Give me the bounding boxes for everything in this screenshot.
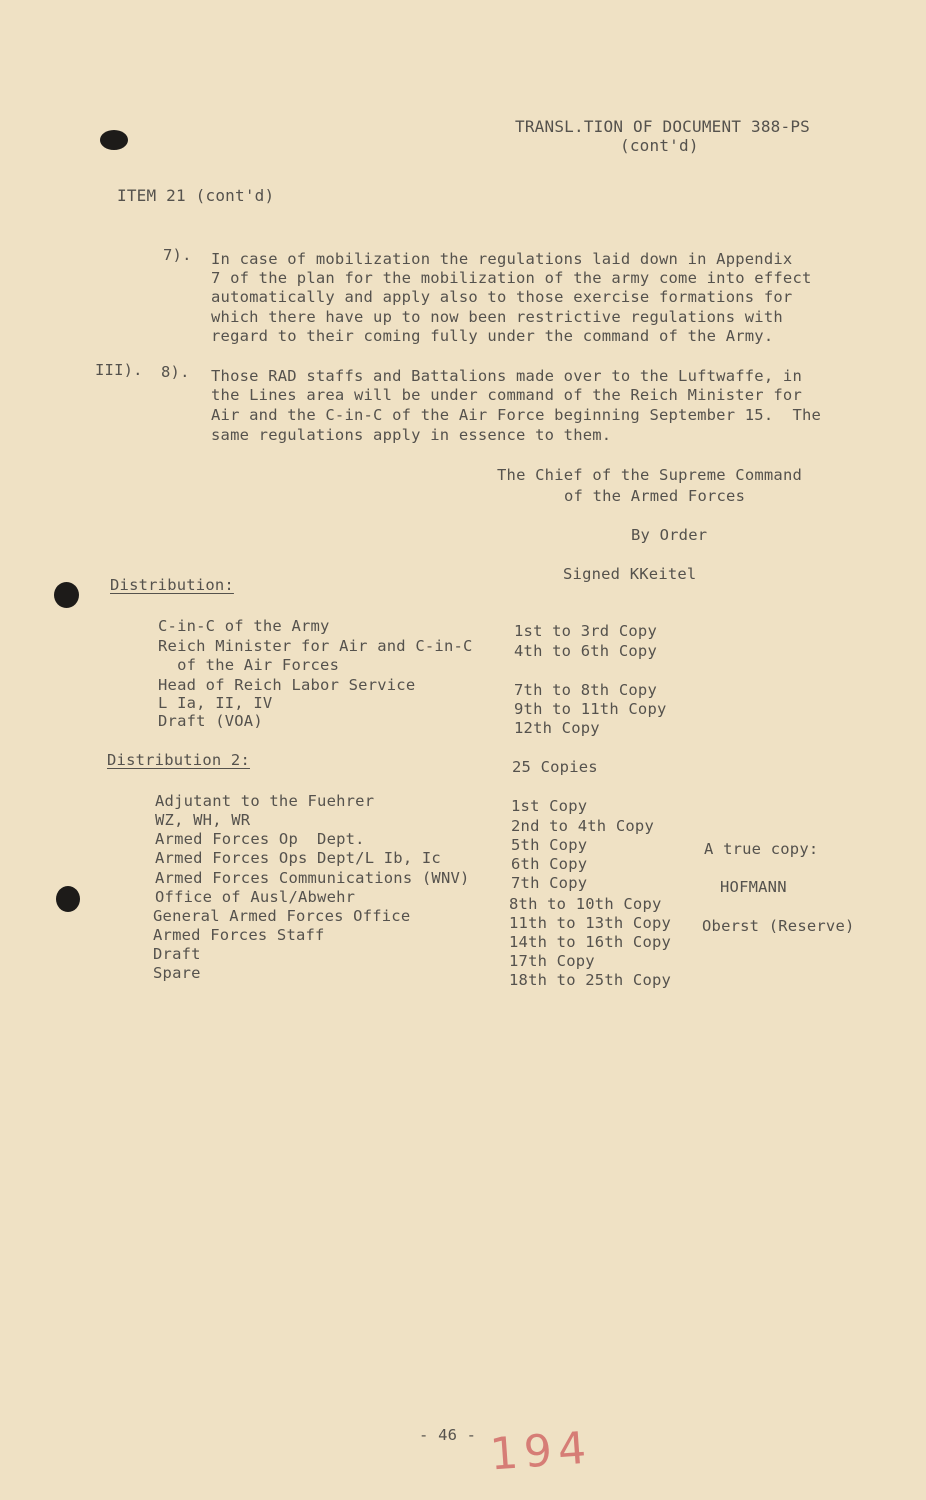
distribution-recipient: Office of Ausl/Abwehr: [155, 888, 356, 906]
distribution-copies: 4th to 6th Copy: [514, 642, 657, 660]
distribution-recipient: L Ia, II, IV: [158, 694, 273, 712]
paragraph-number: 8).: [161, 363, 190, 381]
signature-line: of the Armed Forces: [564, 487, 746, 505]
certification-name: HOFMANN: [720, 878, 787, 896]
punch-hole-middle: [54, 582, 79, 608]
document-subtitle: (cont'd): [620, 136, 699, 155]
paragraph-number: 7).: [163, 246, 192, 264]
distribution-recipient: Adjutant to the Fuehrer: [155, 792, 375, 810]
distribution-recipient: Draft (VOA): [158, 712, 263, 730]
page-number: - 46 -: [419, 1426, 477, 1444]
distribution-2-heading: Distribution 2:: [107, 751, 250, 769]
paragraph-line: same regulations apply in essence to them.: [211, 426, 612, 444]
punch-hole-top: [100, 130, 128, 150]
distribution-recipient: Armed Forces Communications (WNV): [155, 869, 470, 887]
paragraph-line: 7 of the plan for the mobilization of the army come into effect: [211, 269, 812, 287]
distribution-recipient: General Armed Forces Office: [153, 907, 411, 925]
distribution-recipient: Spare: [153, 964, 201, 982]
distribution-recipient: of the Air Forces: [158, 656, 340, 674]
distribution-copies: 12th Copy: [514, 719, 600, 737]
paragraph-line: regard to their coming fully under the command of the Army.: [211, 327, 774, 345]
page-stamp: 194: [488, 1422, 594, 1481]
paragraph-line: Those RAD staffs and Battalions made over to the Luftwaffe, in: [211, 367, 802, 385]
distribution-copies: 11th to 13th Copy: [509, 914, 672, 932]
paragraph-line: automatically and apply also to those exercise formations for: [211, 288, 793, 306]
distribution-recipient: Reich Minister for Air and C-in-C: [158, 637, 473, 655]
distribution-copies: 9th to 11th Copy: [514, 700, 667, 718]
paragraph-line: the Lines area will be under command of the Reich Minister for: [211, 386, 802, 404]
paragraph-line: In case of mobilization the regulations laid down in Appendix: [211, 250, 793, 268]
distribution-2-total: 25 Copies: [512, 758, 598, 776]
document-title: TRANSL.TION OF DOCUMENT 388-PS: [515, 117, 810, 136]
distribution-copies: 14th to 16th Copy: [509, 933, 672, 951]
section-number: III).: [95, 361, 143, 379]
certification-rank: Oberst (Reserve): [702, 917, 855, 935]
paragraph-line: Air and the C-in-C of the Air Force beginning September 15. The: [211, 406, 822, 424]
signature-line: Signed KKeitel: [563, 565, 697, 583]
distribution-recipient: C-in-C of the Army: [158, 617, 330, 635]
distribution-recipient: Armed Forces Staff: [153, 926, 325, 944]
signature-line: The Chief of the Supreme Command: [497, 466, 803, 484]
signature-line: By Order: [631, 526, 708, 544]
distribution-recipient: WZ, WH, WR: [155, 811, 251, 829]
distribution-copies: 17th Copy: [509, 952, 595, 970]
distribution-copies: 8th to 10th Copy: [509, 895, 662, 913]
distribution-recipient: Draft: [153, 945, 201, 963]
distribution-heading: Distribution:: [110, 576, 234, 594]
distribution-copies: 6th Copy: [511, 855, 588, 873]
distribution-copies: 7th Copy: [511, 874, 588, 892]
paragraph-line: which there have up to now been restrictive regulations with: [211, 308, 783, 326]
distribution-recipient: Armed Forces Ops Dept/L Ib, Ic: [155, 849, 441, 867]
distribution-recipient: Head of Reich Labor Service: [158, 676, 416, 694]
distribution-recipient: Armed Forces Op Dept.: [155, 830, 365, 848]
distribution-copies: 2nd to 4th Copy: [511, 817, 654, 835]
distribution-copies: 1st to 3rd Copy: [514, 622, 657, 640]
distribution-copies: 18th to 25th Copy: [509, 971, 672, 989]
distribution-copies: 7th to 8th Copy: [514, 681, 657, 699]
item-heading: ITEM 21 (cont'd): [117, 186, 275, 205]
distribution-copies: 1st Copy: [511, 797, 588, 815]
distribution-copies: 5th Copy: [511, 836, 588, 854]
certification-line: A true copy:: [704, 840, 819, 858]
punch-hole-bottom: [56, 886, 80, 912]
